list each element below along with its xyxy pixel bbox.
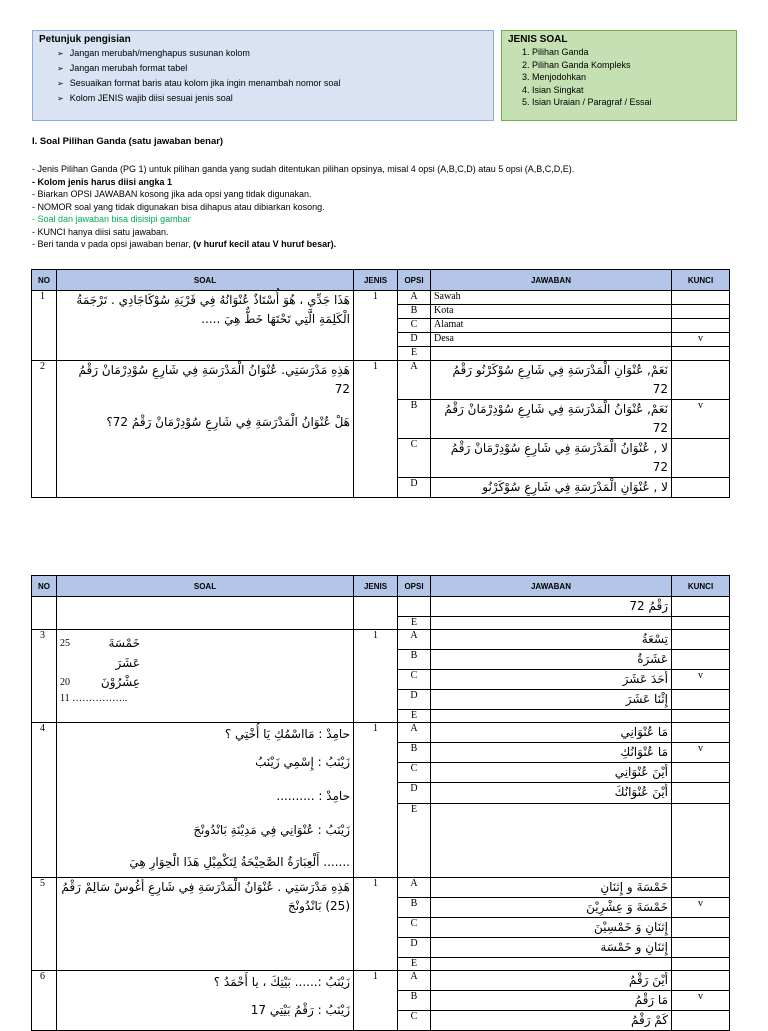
question-line: هَلْ عُنْوَانُ الْمَدْرَسَةِ فِي شَارِعِ سُوْدِرْمَانْ رَقْمُ 72؟	[106, 415, 350, 429]
key-cell[interactable]	[672, 305, 730, 319]
table-row	[32, 597, 730, 617]
jenis-soal-list	[532, 46, 730, 109]
header-soal: SOAL	[57, 576, 354, 597]
jenis-soal-item: 2. Pilihan Ganda Kompleks	[532, 59, 730, 72]
key-cell[interactable]	[672, 938, 730, 958]
header-kunci: KUNCI	[672, 576, 730, 597]
table-row	[32, 361, 730, 400]
key-cell[interactable]	[672, 630, 730, 650]
option-label: C	[398, 918, 431, 938]
number-word: عِشْرُوْنَ	[100, 675, 140, 689]
option-label: C	[398, 439, 431, 478]
answer-cell[interactable]: لا , عُنْوَانِ الْمَدْرَسَةِ فِي شَارِعِ سُوْكَرْنُو	[431, 478, 672, 498]
jenis-soal-item: 1. Pilihan Ganda	[532, 46, 730, 59]
dialog-line: زَيْنَبُ : رَقْمُ بَيْتِي 17	[250, 1003, 350, 1017]
petunjuk-item: ➢ Jangan merubah format tabel	[57, 61, 487, 76]
key-cell[interactable]: v	[672, 991, 730, 1011]
answer-cell[interactable]: أَيْنَ عُنْوَانِي	[431, 763, 672, 783]
answer-cell[interactable]: Kota	[431, 305, 672, 319]
number-word: عَشَرَ	[115, 656, 140, 670]
key-cell[interactable]	[672, 878, 730, 898]
option-label: D	[398, 690, 431, 710]
table-row	[32, 630, 730, 650]
table-row	[32, 723, 730, 743]
key-cell[interactable]	[672, 361, 730, 400]
option-label: C	[398, 1011, 431, 1031]
dialog-line: زَيْنَبُ :...... بَيْتِكَ ، يا أَحْمَدُ ؟	[213, 975, 350, 989]
question-text[interactable]: هَذِهِ مَدْرَسَتِي . عُنْوَانُ الْمَدْرَسَةِ فِي شَارِعِ أَغُوسْ سَالِمْ رَقْمُ (25) بَانْدُونْجَ	[57, 878, 354, 971]
option-label: E	[398, 958, 431, 971]
key-cell[interactable]: v	[672, 670, 730, 690]
answer-cell[interactable]	[431, 347, 672, 361]
jenis-soal-item: 5. Isian Uraian / Paragraf / Essai	[532, 96, 730, 109]
key-cell[interactable]	[672, 291, 730, 305]
dialog-line: زَيْنَبُ : عُنْوَانِي فِي مَدِيْنَةِ بَانْدُونْجَ	[193, 823, 350, 837]
question-text[interactable]	[57, 971, 354, 1031]
instruction-line: - NOMOR soal yang tidak digunakan bisa dihapus atau dibiarkan kosong.	[32, 201, 325, 212]
instructions	[32, 163, 574, 251]
answer-cell[interactable]: أَحَدَ عَشَرَ	[431, 670, 672, 690]
question-number: 1	[32, 291, 57, 361]
key-cell[interactable]: v	[672, 743, 730, 763]
question-number: 5	[32, 878, 57, 971]
option-label: D	[398, 333, 431, 347]
table-row	[32, 971, 730, 991]
option-label: B	[398, 991, 431, 1011]
answer-cell[interactable]	[431, 803, 672, 878]
key-cell[interactable]: v	[672, 400, 730, 439]
petunjuk-list	[57, 46, 487, 106]
answer-cell[interactable]	[431, 710, 672, 723]
option-label: D	[398, 783, 431, 803]
dialog-line: ....... أَلْعِبَارَةُ الصَّحِيْحَةُ لِتَكْمِيْلِ هَذَا الْحِوَارِ هِيَ	[129, 855, 350, 869]
question-jenis[interactable]: 1	[354, 630, 398, 723]
answer-cell[interactable]: تِسْعَةُ	[431, 630, 672, 650]
instruction-text: - Beri tanda v pada opsi jawaban benar,	[32, 239, 194, 249]
option-label: A	[398, 630, 431, 650]
answer-cell[interactable]: Alamat	[431, 319, 672, 333]
option-label: A	[398, 291, 431, 305]
header-no: NO	[32, 576, 57, 597]
question-table-2	[31, 575, 730, 1031]
key-cell[interactable]	[672, 783, 730, 803]
answer-cell[interactable]: خَمْسَةَ وَ عِشْرِيْنَ	[431, 898, 672, 918]
answer-cell[interactable]: كَمْ رَقْمُ	[431, 1011, 672, 1031]
option-label: C	[398, 319, 431, 333]
key-cell[interactable]	[672, 347, 730, 361]
option-label: E	[398, 347, 431, 361]
jenis-soal-item: 3. Menjodohkan	[532, 71, 730, 84]
header-soal: SOAL	[57, 270, 354, 291]
option-label: E	[398, 710, 431, 723]
answer-cell[interactable]: Desa	[431, 333, 672, 347]
instruction-line	[32, 238, 574, 251]
key-cell[interactable]	[672, 478, 730, 498]
header-opsi: OPSI	[398, 576, 431, 597]
option-label: A	[398, 971, 431, 991]
table-header	[32, 270, 730, 291]
answer-cell[interactable]: أَيْنَ رَقْمُ	[431, 971, 672, 991]
instruction-emphasis: (v huruf kecil atau V huruf besar).	[193, 239, 337, 249]
answer-cell[interactable]: إِثْنَا عَشَرَ	[431, 690, 672, 710]
dialog-line: حامِدْ : مَااسْمُكِ يَا أُخْتِي ؟	[224, 727, 350, 741]
question-text[interactable]	[57, 361, 354, 498]
option-label	[398, 597, 431, 617]
answer-cell[interactable]: مَا عُنْوَانِي	[431, 723, 672, 743]
key-cell[interactable]	[672, 597, 730, 617]
option-label: D	[398, 478, 431, 498]
header-jawaban: JAWABAN	[431, 270, 672, 291]
instruction-line: - Jenis Pilihan Ganda (PG 1) untuk pilihan ganda yang sudah ditentukan pilihan opsinya, misal 4 opsi (A,B,C,D) atau 5 opsi (A,B,C,D,E).	[32, 164, 575, 174]
number-label: 25	[60, 638, 70, 649]
key-cell[interactable]: v	[672, 333, 730, 347]
question-table-1	[31, 269, 730, 498]
answer-cell[interactable]: Sawah	[431, 291, 672, 305]
question-jenis[interactable]	[354, 597, 398, 630]
question-jenis[interactable]: 1	[354, 878, 398, 971]
key-cell[interactable]	[672, 710, 730, 723]
key-cell[interactable]	[672, 803, 730, 878]
header-jenis: JENIS	[354, 576, 398, 597]
answer-cell[interactable]: إِثنَانِ و خَمْسَة	[431, 938, 672, 958]
petunjuk-item: ➢ Kolom JENIS wajib diisi sesuai jenis soal	[57, 91, 487, 106]
key-cell[interactable]	[672, 918, 730, 938]
option-label: E	[398, 617, 431, 630]
answer-cell[interactable]: مَا عُنْوَانُكِ	[431, 743, 672, 763]
answer-cell[interactable]: عَشَرَةُ	[431, 650, 672, 670]
instruction-line: - Soal dan jawaban bisa disisipi gambar	[32, 214, 191, 224]
header-jawaban: JAWABAN	[431, 576, 672, 597]
answer-cell[interactable]: خَمْسَةَ و إِثنَانِ	[431, 878, 672, 898]
question-jenis[interactable]: 1	[354, 971, 398, 1031]
key-cell[interactable]	[672, 1011, 730, 1031]
table-row	[32, 878, 730, 898]
option-label: E	[398, 803, 431, 878]
question-jenis[interactable]: 1	[354, 723, 398, 878]
option-label: A	[398, 361, 431, 400]
header-no: NO	[32, 270, 57, 291]
question-text[interactable]	[57, 723, 354, 878]
key-cell[interactable]	[672, 690, 730, 710]
jenis-soal-title: JENIS SOAL	[508, 34, 568, 45]
key-cell[interactable]	[672, 650, 730, 670]
option-label: B	[398, 898, 431, 918]
jenis-soal-item: 4. Isian Singkat	[532, 84, 730, 97]
option-label: B	[398, 400, 431, 439]
option-label: D	[398, 938, 431, 958]
question-number	[32, 597, 57, 630]
option-label: B	[398, 305, 431, 319]
key-cell[interactable]	[672, 617, 730, 630]
question-line: هَذِهِ مَدْرَسَتِي. عُنْوَانُ الْمَدْرَسَةِ فِي شَارِعِ سُوْدِرْمَانْ رَقْمُ 72	[78, 363, 350, 396]
question-number: 6	[32, 971, 57, 1031]
dialog-line: حامِدْ : ..........	[276, 789, 350, 803]
answer-cell[interactable]: لا , عُنْوَانُ الْمَدْرَسَةِ فِي شَارِعِ سُوْدِرْمَانْ رَقْمُ 72	[431, 439, 672, 478]
key-cell[interactable]: v	[672, 898, 730, 918]
answer-cell[interactable]: إِثنَانِ وَ خَمْسِيْنَ	[431, 918, 672, 938]
petunjuk-box	[32, 30, 494, 121]
petunjuk-item: ➢ Sesuaikan format baris atau kolom jika ingin menambah nomor soal	[57, 76, 487, 91]
option-label: A	[398, 878, 431, 898]
question-number: 4	[32, 723, 57, 878]
answer-cell[interactable]: نَعَمْ, عُنْوَانِ الْمَدْرَسَةِ فِي شَارِعِ سُوْكَرْنُو رَقْمُ 72	[431, 361, 672, 400]
number-label: 20	[60, 677, 70, 688]
table-header	[32, 576, 730, 597]
question-jenis[interactable]: 1	[354, 291, 398, 361]
option-label: C	[398, 763, 431, 783]
number-word: خَمْسَةَ	[108, 636, 140, 650]
answer-cell[interactable]: مَا رَقْمُ	[431, 991, 672, 1011]
question-text[interactable]	[57, 597, 354, 630]
question-text[interactable]	[57, 630, 354, 723]
dialog-line: زَيْنَبُ : إِسْمِي زَيْنَبُ	[255, 755, 350, 769]
key-cell[interactable]	[672, 319, 730, 333]
header-opsi: OPSI	[398, 270, 431, 291]
header-jenis: JENIS	[354, 270, 398, 291]
key-cell[interactable]	[672, 763, 730, 783]
question-jenis[interactable]: 1	[354, 361, 398, 498]
header-kunci: KUNCI	[672, 270, 730, 291]
petunjuk-item: ➢ Jangan merubah/menghapus susunan kolom	[57, 46, 487, 61]
table-row	[32, 291, 730, 305]
question-number: 2	[32, 361, 57, 498]
option-label: B	[398, 650, 431, 670]
question-number: 3	[32, 630, 57, 723]
key-cell[interactable]	[672, 971, 730, 991]
answer-cell[interactable]: نَعَمْ, عُنْوَانُ الْمَدْرَسَةِ فِي شَارِعِ سُوْدِرْمَانْ رَقْمُ 72	[431, 400, 672, 439]
key-cell[interactable]	[672, 958, 730, 971]
petunjuk-title: Petunjuk pengisian	[39, 34, 131, 45]
option-label: A	[398, 723, 431, 743]
answer-cell[interactable]: رَقْمُ 72	[431, 597, 672, 617]
key-cell[interactable]	[672, 723, 730, 743]
answer-cell[interactable]	[431, 958, 672, 971]
answer-cell[interactable]: أَيْنَ عُنْوَانُكَ	[431, 783, 672, 803]
question-text[interactable]: هَذَا جَدِّي ، هُوَ أُسْتَاذٌ عُنْوَانُهُ فِي قَرْيَةِ سُوْكَاجَادِي . تَرْجَمَةُ الْكَلِمَةِ الَّتِي تَحْتَهَا خَطٌّ هِيَ .....	[57, 291, 354, 361]
instruction-line: - Kolom jenis harus diisi angka 1	[32, 176, 173, 187]
instruction-line: - Biarkan OPSI JAWABAN kosong jika ada opsi yang tidak digunakan.	[32, 189, 312, 199]
key-cell[interactable]	[672, 439, 730, 478]
number-label: 11 ……………..	[60, 693, 128, 704]
instruction-line: - KUNCI hanya diisi satu jawaban.	[32, 226, 169, 237]
answer-cell[interactable]	[431, 617, 672, 630]
section-title: I. Soal Pilihan Ganda (satu jawaban benar)	[32, 136, 224, 147]
jenis-soal-box	[501, 30, 737, 121]
option-label: C	[398, 670, 431, 690]
option-label: B	[398, 743, 431, 763]
